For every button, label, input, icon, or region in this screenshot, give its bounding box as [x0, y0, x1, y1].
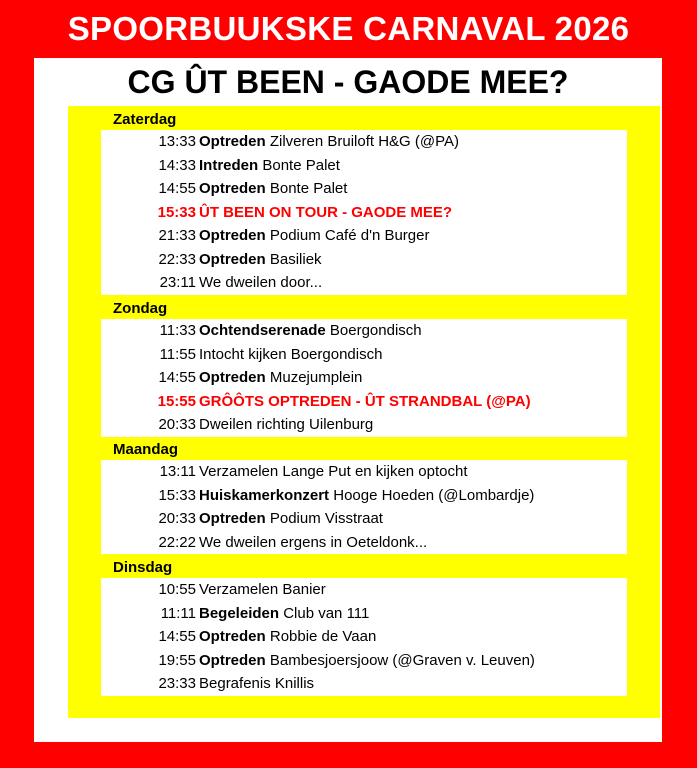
event-row	[101, 413, 627, 437]
event-row	[101, 201, 627, 225]
banner-title: SPOORBUUKSKE CARNAVAL 2026	[67, 10, 630, 47]
event-description	[199, 510, 383, 527]
event-description	[199, 227, 429, 244]
event-row	[101, 177, 627, 201]
event-description	[199, 322, 422, 339]
schedule-panel	[34, 58, 662, 742]
day-header-zondag: Zondag	[113, 300, 168, 317]
event-description	[199, 534, 427, 551]
event-text: We dweilen door...	[199, 274, 323, 291]
event-keyword: Optreden	[199, 369, 266, 386]
event-time: 14:33	[158, 156, 196, 174]
event-keyword: Optreden	[199, 510, 266, 527]
event-description	[199, 274, 322, 291]
event-text: Begrafenis Knillis	[199, 675, 315, 692]
event-row	[101, 602, 627, 626]
event-text: Dweilen richting Uilenburg	[199, 416, 374, 433]
event-description	[199, 605, 369, 622]
event-description	[199, 628, 376, 645]
event-text: ÛT BEEN ON TOUR - GAODE MEE?	[199, 203, 453, 221]
schedule-band	[68, 106, 660, 718]
event-list-dinsdag	[101, 578, 627, 696]
event-time: 14:55	[158, 628, 196, 645]
event-row	[101, 649, 627, 673]
event-time: 11:11	[160, 604, 196, 622]
event-description	[199, 675, 314, 692]
event-text: Hooge Hoeden (@Lombardje)	[329, 486, 535, 504]
event-row	[101, 390, 627, 414]
event-time: 13:11	[159, 463, 196, 480]
event-time: 15:55	[157, 392, 196, 410]
event-row	[101, 531, 627, 555]
event-keyword: Begeleiden	[199, 604, 280, 622]
event-keyword: Ochtendserenade	[199, 322, 326, 339]
event-row	[101, 366, 627, 390]
event-list-zaterdag	[101, 130, 627, 295]
event-description	[199, 180, 347, 197]
event-row	[101, 460, 627, 484]
event-description	[199, 369, 362, 386]
event-time: 23:11	[159, 274, 196, 291]
event-time: 13:33	[158, 133, 196, 150]
event-description	[199, 652, 535, 669]
event-description	[199, 416, 373, 433]
event-list-maandag	[101, 460, 627, 554]
day-header-maandag: Maandag	[113, 441, 179, 458]
event-time: 20:33	[158, 510, 196, 527]
event-text: Verzamelen Banier	[199, 581, 326, 598]
event-text: Boergondisch	[325, 322, 422, 339]
event-list-zondag	[101, 319, 627, 437]
event-time: 11:33	[159, 322, 196, 339]
event-text: Club van 111	[279, 604, 370, 622]
event-description	[199, 157, 340, 174]
event-description	[199, 463, 468, 480]
event-row	[101, 507, 627, 531]
event-time: 22:22	[158, 533, 196, 551]
event-time: 22:33	[158, 250, 196, 268]
event-description	[199, 251, 322, 268]
event-time: 15:33	[157, 203, 196, 221]
event-row	[101, 319, 627, 343]
event-description	[199, 581, 326, 598]
event-text: Basiliek	[265, 250, 322, 268]
event-time: 14:55	[158, 369, 196, 386]
event-text: Bonte Palet	[265, 180, 348, 197]
event-time: 14:55	[158, 180, 196, 197]
event-time: 11:55	[159, 345, 196, 363]
event-row	[101, 154, 627, 178]
event-row	[101, 130, 627, 154]
event-row	[101, 672, 627, 696]
event-text: We dweilen ergens in Oeteldonk...	[199, 533, 428, 551]
event-text: Intocht kijken Boergondisch	[199, 345, 383, 363]
event-keyword: Optreden	[199, 180, 266, 197]
event-time: 19:55	[158, 651, 196, 669]
event-keyword: Intreden	[199, 156, 259, 174]
event-text: Muzejumplein	[265, 369, 363, 386]
day-header-dinsdag: Dinsdag	[113, 559, 173, 576]
event-row	[101, 484, 627, 508]
event-text: GRÔÔTS OPTREDEN - ÛT STRANDBAL (@PA)	[199, 392, 531, 410]
event-text: Podium Café d'n Burger	[265, 227, 430, 244]
event-keyword: Optreden	[199, 227, 266, 244]
event-keyword: Huiskamerkonzert	[199, 486, 330, 504]
event-description	[199, 487, 534, 504]
event-text: Podium Visstraat	[265, 510, 383, 527]
event-time: 21:33	[158, 227, 196, 244]
event-row	[101, 271, 627, 295]
event-time: 20:33	[158, 416, 196, 433]
event-description	[199, 393, 531, 410]
event-row	[101, 625, 627, 649]
event-row	[101, 343, 627, 367]
event-row	[101, 248, 627, 272]
event-keyword: Optreden	[199, 651, 266, 669]
event-description	[199, 346, 382, 363]
event-text: Zilveren Bruiloft H&G (@PA)	[265, 133, 460, 150]
event-time: 10:55	[158, 581, 196, 598]
day-header-zaterdag: Zaterdag	[113, 111, 177, 128]
event-text: Verzamelen Lange Put en kijken optocht	[199, 463, 468, 480]
event-text: Bambesjoersjoow (@Graven v. Leuven)	[265, 651, 535, 669]
event-time: 23:33	[158, 675, 196, 692]
event-row	[101, 224, 627, 248]
event-keyword: Optreden	[199, 250, 266, 268]
event-description	[199, 133, 459, 150]
event-keyword: Optreden	[199, 133, 266, 150]
page-subtitle: CG ÛT BEEN - GAODE MEE?	[127, 63, 569, 100]
event-text: Robbie de Vaan	[265, 628, 377, 645]
event-keyword: Optreden	[199, 628, 266, 645]
event-description	[199, 204, 452, 221]
event-text: Bonte Palet	[258, 156, 340, 174]
event-row	[101, 578, 627, 602]
event-time: 15:33	[158, 486, 196, 504]
